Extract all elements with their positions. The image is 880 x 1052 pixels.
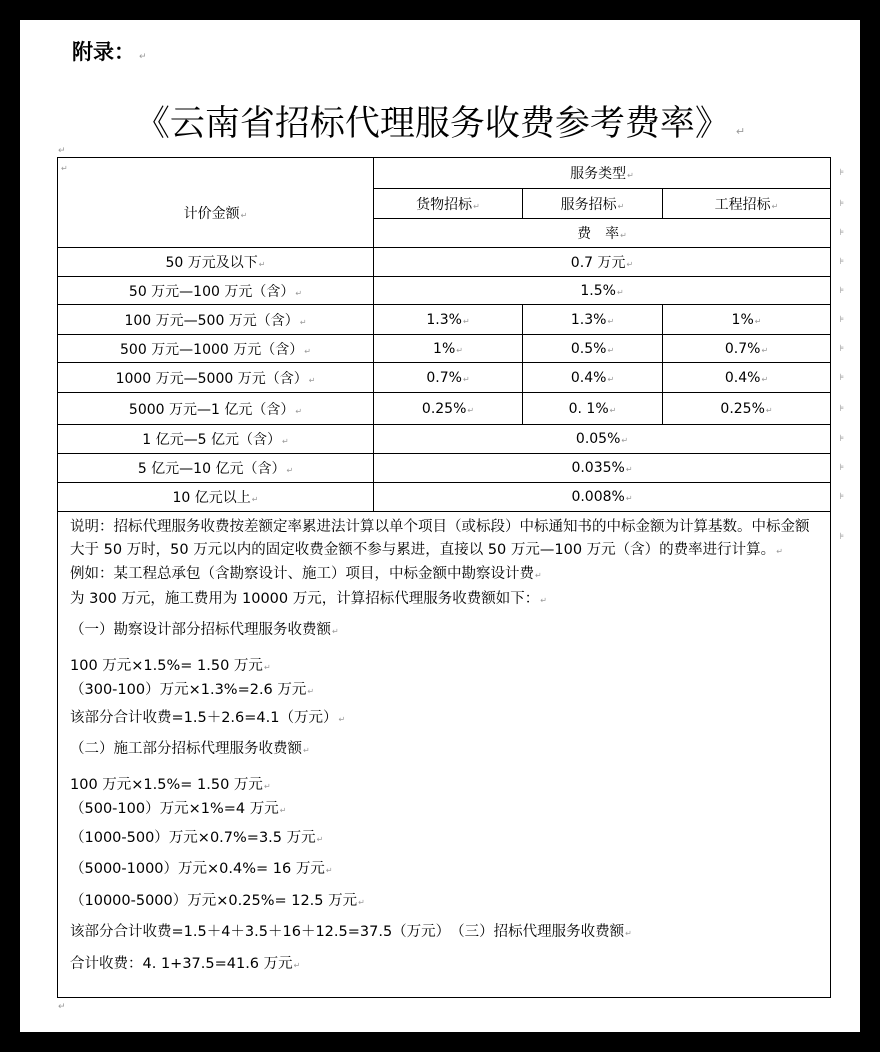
- table-row: [58, 363, 831, 393]
- table-header-row: [58, 158, 831, 189]
- rate-text: 0.008%: [571, 489, 625, 505]
- paragraph-mark-icon: ↵: [535, 571, 542, 580]
- rate-cell-engineering: [663, 363, 845, 393]
- paragraph-mark-icon: ↵: [304, 346, 311, 356]
- paragraph-mark-icon: ↵: [251, 495, 259, 504]
- column-header-goods: [374, 189, 523, 219]
- paragraph-mark-icon: ↵: [295, 406, 303, 416]
- paragraph-mark-icon: ↵: [765, 405, 773, 415]
- table-row: [58, 248, 831, 277]
- explanation-text: 说明：招标代理服务收费按差额定率累进法计算以单个项目（或标段）中标通知书的中标金额为计算基数。中标金额大于 50 万时，50 万元以内的固定收费金额不参与累进，直接以 50 万元—100 万元（含）的费率进行计算。↵: [70, 519, 810, 558]
- amount-text: 10 亿元以上: [172, 490, 251, 506]
- rate-text: 0.5%: [570, 340, 607, 357]
- rate-text: 1%: [731, 311, 754, 328]
- section-1-line: （300-100）万元×1.3%=2.6 万元↵: [70, 682, 315, 698]
- rate-header-cell: [374, 219, 845, 248]
- rate-cell-engineering: [663, 393, 845, 425]
- column-header-engineering: [663, 189, 845, 219]
- paragraph-mark-icon: ↵: [607, 374, 615, 384]
- rate-cell-engineering: [663, 305, 845, 335]
- paragraph-mark-icon: ↵: [286, 466, 294, 475]
- table-row: [58, 277, 831, 305]
- table-row: [58, 425, 831, 454]
- row-end-mark-icon: ⊧: [839, 314, 845, 325]
- paragraph-mark-icon: ↵: [279, 806, 287, 815]
- table-row: [58, 335, 831, 363]
- paragraph-mark-icon: ↵: [258, 260, 266, 269]
- paragraph-mark-icon: ↵: [456, 345, 463, 355]
- paragraph-mark-icon: ↵: [263, 781, 271, 791]
- amount-text: 50 万元—100 万元（含）: [128, 283, 295, 300]
- document-title: [20, 96, 860, 146]
- paragraph-mark-icon: ↵: [282, 437, 289, 446]
- rate-header-label: 费 率: [577, 226, 620, 242]
- row-end-mark-icon: ⊧: [839, 492, 845, 502]
- title-text: 《云南省招标代理服务收费参考费率》: [134, 104, 730, 144]
- notes-row: [58, 512, 831, 998]
- paragraph-mark-icon: ↵: [771, 201, 779, 211]
- paragraph-mark-icon: ↵: [625, 465, 633, 474]
- paragraph-mark-icon: ↵: [616, 287, 624, 297]
- rate-text: 0.4%: [570, 369, 607, 386]
- rate-cell-merged: [374, 425, 845, 454]
- paragraph-mark-icon: ↵: [609, 405, 617, 415]
- appendix-text: 附录：: [72, 40, 135, 64]
- rate-text: 0. 1%: [568, 400, 609, 417]
- appendix-label: [72, 36, 147, 66]
- paragraph-mark-icon: ↵: [627, 171, 634, 180]
- column-header-services: [523, 189, 663, 219]
- amount-cell: [58, 454, 374, 483]
- paragraph-mark-icon: ↵: [332, 627, 339, 636]
- rate-text: 0.7%: [724, 340, 761, 357]
- paragraph-mark-icon: ↵: [776, 546, 783, 556]
- section-2-line: （500-100）万元×1%=4 万元↵: [70, 801, 287, 817]
- rate-text: 1.3%: [426, 311, 462, 328]
- section-2-line: 100 万元×1.5%= 1.50 万元↵: [70, 776, 271, 793]
- rate-text: 0.4%: [724, 369, 761, 386]
- paragraph-mark-icon: ↵: [358, 897, 365, 907]
- paragraph-mark-icon: ↵: [325, 866, 333, 875]
- section-2-line: （5000-1000）万元×0.4%= 16 万元↵: [70, 861, 333, 877]
- table-row: [58, 305, 831, 335]
- rate-cell-goods: [374, 335, 523, 363]
- amount-cell: [58, 363, 374, 393]
- row-end-mark-icon: ⊧: [839, 228, 845, 238]
- paragraph-mark-icon: ↵: [316, 834, 324, 844]
- rate-cell-goods: [374, 393, 523, 425]
- rate-text: 0.035%: [571, 460, 625, 476]
- section-2-line: （10000-5000）万元×0.25%= 12.5 万元↵: [70, 892, 365, 909]
- rate-text: 0.25%: [421, 400, 467, 417]
- paragraph-mark-icon: ↵: [462, 374, 470, 384]
- rate-cell-merged: [374, 248, 845, 277]
- paragraph-mark-icon: ↵: [625, 494, 633, 503]
- paragraph-mark-icon: ↵: [754, 316, 762, 326]
- column-header-label: 工程招标: [714, 196, 771, 213]
- fee-rate-table: [57, 157, 845, 998]
- column-header-label: 货物招标: [416, 196, 473, 213]
- paragraph-mark-icon: ↵: [293, 960, 301, 970]
- rate-cell-services: [523, 363, 663, 393]
- amount-cell: [58, 425, 374, 454]
- rate-text: 1.5%: [580, 282, 616, 299]
- rate-text: 0.05%: [575, 431, 621, 447]
- paragraph-mark-icon: ↵: [263, 662, 271, 672]
- notes-cell: [58, 512, 845, 998]
- rate-cell-services: [523, 305, 663, 335]
- paragraph-mark-icon: ↵: [338, 714, 346, 724]
- amount-cell: [58, 248, 374, 277]
- paragraph-mark-icon: ↵: [735, 125, 746, 138]
- paragraph-mark-icon: ↵: [761, 374, 769, 384]
- paragraph-mark-icon: ↵: [607, 345, 615, 355]
- paragraph-mark-icon: ↵: [620, 231, 627, 240]
- row-end-mark-icon: ⊧: [839, 257, 845, 267]
- rate-cell-merged: [374, 277, 845, 305]
- amount-cell: [58, 305, 374, 335]
- example-line-1: 例如：某工程总承包（含勘察设计、施工）项目，中标金额中勘察设计费↵: [70, 566, 542, 582]
- service-type-label: 服务类型: [570, 166, 627, 182]
- paragraph-mark-icon: ↵: [467, 405, 475, 415]
- rate-cell-goods: [374, 363, 523, 393]
- column-header-label: 服务招标: [560, 196, 617, 213]
- amount-text: 500 万元—1000 万元（含）: [120, 341, 304, 358]
- section-2-subtotal: 该部分合计收费=1.5＋4＋3.5＋16＋12.5=37.5（万元） （三）招标代理服务收费额↵: [70, 924, 632, 940]
- paragraph-mark-icon: ↵: [307, 687, 315, 696]
- amount-text: 5000 万元—1 亿元（含）: [128, 401, 295, 418]
- paragraph-mark-icon: ↵: [308, 375, 316, 385]
- row-end-mark-icon: ⊧: [839, 168, 845, 178]
- paragraph-mark-icon: ↵: [617, 201, 625, 211]
- paragraph-mark-icon: ↵: [625, 929, 632, 938]
- paragraph-mark-icon: ↵: [761, 345, 769, 355]
- rate-cell-merged: [374, 454, 845, 483]
- paragraph-mark-icon: ↵: [61, 164, 68, 173]
- section-2-line: （1000-500）万元×0.7%=3.5 万元↵: [70, 829, 324, 846]
- paragraph-mark-icon: ↵: [295, 288, 303, 298]
- row-end-mark-icon: ⊧: [839, 434, 845, 444]
- row-end-mark-icon: ⊧: [839, 532, 845, 542]
- amount-text: 5 亿元—10 亿元（含）: [137, 461, 286, 477]
- section-1-heading: （一）勘察设计部分招标代理服务收费额↵: [70, 622, 339, 638]
- section-1-line: 100 万元×1.5%= 1.50 万元↵: [70, 657, 271, 674]
- rate-cell-services: [523, 393, 663, 425]
- paragraph-mark-icon: ↵: [621, 436, 629, 445]
- row-end-mark-icon: ⊧: [839, 343, 845, 354]
- amount-cell: [58, 483, 374, 512]
- rate-text: 0.25%: [720, 400, 765, 417]
- paragraph-mark-icon: ↵: [299, 317, 307, 327]
- rate-text: 0.7 万元: [570, 255, 626, 271]
- row-end-mark-icon: ⊧: [839, 403, 845, 414]
- rate-cell-merged: [374, 483, 845, 512]
- paragraph-mark-icon: ↵: [462, 316, 470, 326]
- paragraph-mark-icon: ↵: [139, 52, 147, 62]
- paragraph-mark-icon: ↵: [303, 746, 310, 755]
- paragraph-mark-icon: ↵: [607, 316, 615, 326]
- amount-cell: [58, 335, 374, 363]
- rate-cell-engineering: [663, 335, 845, 363]
- section-1-subtotal: 该部分合计收费=1.5＋2.6=4.1（万元）↵: [70, 709, 346, 726]
- paragraph-mark-icon: ↵: [540, 595, 547, 605]
- section-3-heading: （三）招标代理服务收费额: [457, 924, 625, 940]
- rate-text: 1%: [433, 340, 456, 357]
- paragraph-mark-icon: ↵: [240, 210, 248, 220]
- rate-cell-goods: [374, 305, 523, 335]
- total-fee-text: 合计收费：4. 1+37.5=41.6 万元↵: [70, 955, 301, 972]
- paragraph-mark-icon: ↵: [473, 201, 480, 211]
- table-row: [58, 483, 831, 512]
- table-row: [58, 393, 831, 425]
- rate-text: 1.3%: [570, 311, 607, 328]
- amount-text: 1000 万元—5000 万元（含）: [115, 370, 308, 387]
- row-end-mark-icon: ⊧: [839, 372, 845, 383]
- amount-text: 1 亿元—5 亿元（含）: [142, 432, 281, 448]
- rate-cell-services: [523, 335, 663, 363]
- amount-cell: [58, 277, 374, 305]
- row-end-mark-icon: ⊧: [839, 285, 845, 296]
- paragraph-mark-icon: ↵: [58, 1002, 66, 1012]
- table-row: [58, 454, 831, 483]
- section-2-heading: （二）施工部分招标代理服务收费额↵: [70, 741, 310, 757]
- amount-cell: [58, 393, 374, 425]
- amount-text: 100 万元—500 万元（含）: [124, 312, 299, 329]
- document-page: [20, 20, 860, 1032]
- amount-header-label: 计价金额: [183, 205, 240, 222]
- amount-text: 50 万元及以下: [165, 255, 258, 271]
- row-end-mark-icon: ⊧: [839, 463, 845, 473]
- amount-header-cell: [58, 158, 374, 248]
- row-end-mark-icon: ⊧: [839, 198, 845, 209]
- example-line-2: 为 300 万元，施工费用为 10000 万元，计算招标代理服务收费额如下：↵: [70, 590, 547, 607]
- rate-text: 0.7%: [426, 369, 462, 386]
- paragraph-mark-icon: ↵: [626, 260, 634, 269]
- service-type-header-cell: [374, 158, 845, 189]
- paragraph-mark-icon: ↵: [58, 146, 66, 156]
